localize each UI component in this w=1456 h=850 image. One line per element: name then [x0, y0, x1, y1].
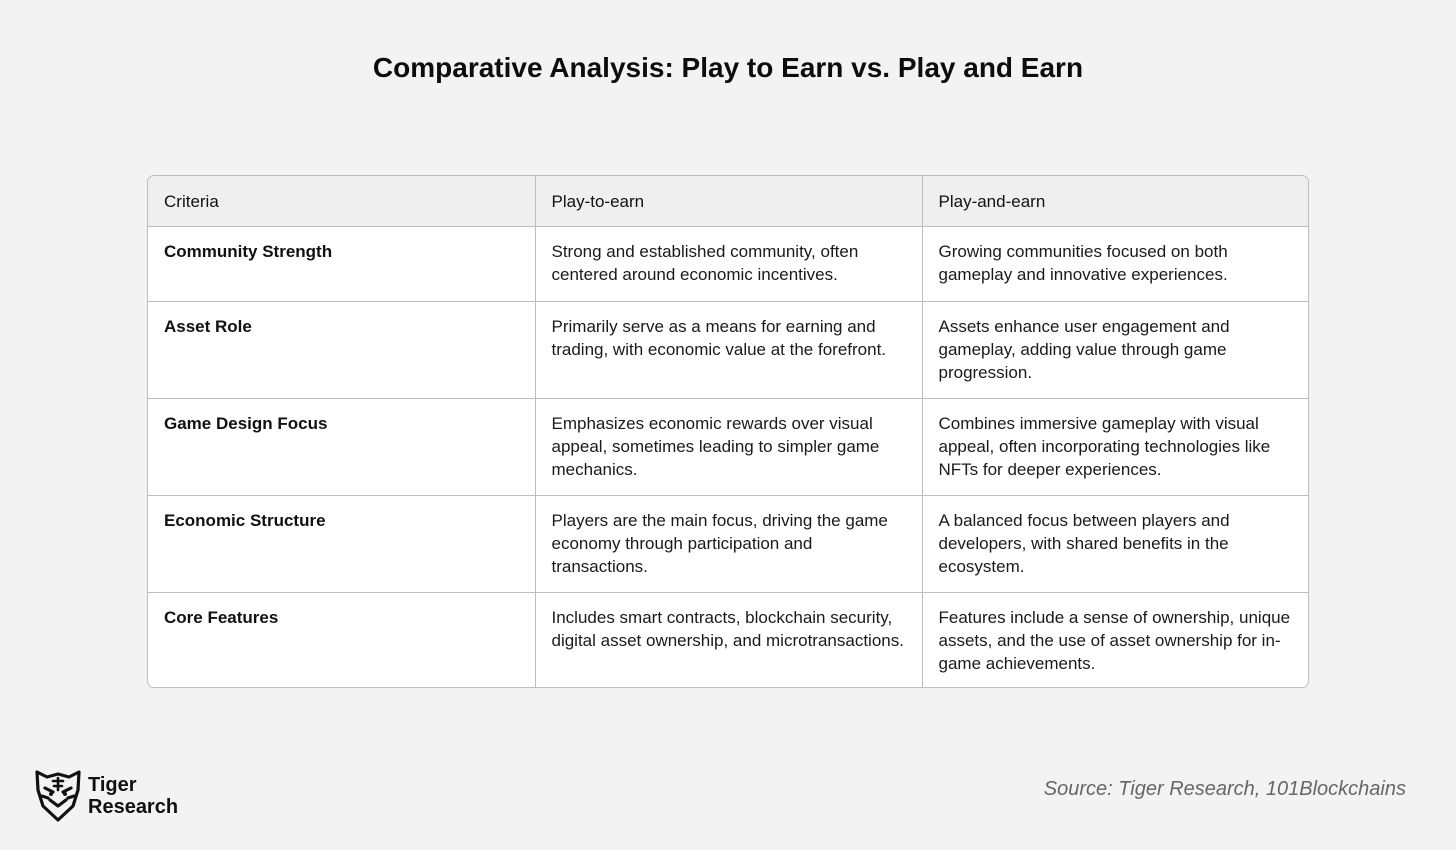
play-to-earn-cell: Emphasizes economic rewards over visual appeal, sometimes leading to simpler game mechanics. — [535, 399, 922, 496]
criteria-cell: Game Design Focus — [148, 399, 535, 496]
play-to-earn-cell: Players are the main focus, driving the game economy through participation and transactions. — [535, 496, 922, 593]
header-play-and-earn: Play-and-earn — [922, 176, 1308, 227]
play-to-earn-cell: Strong and established community, often centered around economic incentives. — [535, 227, 922, 302]
play-and-earn-cell: Growing communities focused on both gameplay and innovative experiences. — [922, 227, 1308, 302]
header-play-to-earn: Play-to-earn — [535, 176, 922, 227]
table-row — [148, 227, 1308, 302]
page-title: Comparative Analysis: Play to Earn vs. Play and Earn — [372, 52, 1084, 83]
table-row — [148, 496, 1308, 593]
play-to-earn-cell: Includes smart contracts, blockchain security, digital asset ownership, and microtransactions. — [535, 593, 922, 688]
table-row — [148, 593, 1308, 688]
criteria-cell: Community Strength — [148, 227, 535, 302]
logo-line-1: Tiger — [88, 774, 137, 796]
criteria-cell: Core Features — [148, 593, 535, 688]
tiger-head-icon — [33, 768, 83, 824]
table-header-row — [148, 176, 1308, 227]
source-note: Source: Tiger Research, 101Blockchains — [1043, 778, 1406, 800]
criteria-cell: Asset Role — [148, 302, 535, 399]
comparison-table — [147, 175, 1309, 688]
play-and-earn-cell: Combines immersive gameplay with visual appeal, often incorporating technologies like NFTs for deeper experiences. — [922, 399, 1308, 496]
header-criteria: Criteria — [148, 176, 535, 227]
criteria-cell: Economic Structure — [148, 496, 535, 593]
play-and-earn-cell: Features include a sense of ownership, unique assets, and the use of asset ownership for in-game achievements. — [938, 608, 1291, 673]
logo-wordmark — [88, 774, 178, 818]
play-and-earn-cell: A balanced focus between players and developers, with shared benefits in the ecosystem. — [922, 496, 1308, 593]
play-to-earn-cell: Primarily serve as a means for earning and trading, with economic value at the forefront. — [535, 302, 922, 399]
play-and-earn-cell: Assets enhance user engagement and gameplay, adding value through game progression. — [922, 302, 1308, 399]
table-row — [148, 399, 1308, 496]
logo-line-2: Research — [88, 796, 179, 818]
table-row — [148, 302, 1308, 399]
tiger-research-logo — [33, 768, 178, 824]
